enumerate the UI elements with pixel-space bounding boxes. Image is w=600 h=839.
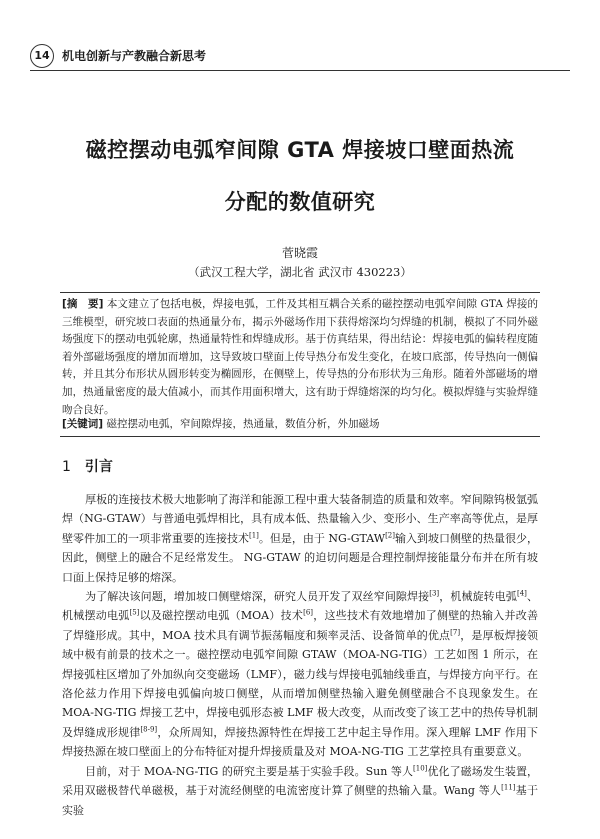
citation-ref: [1] [249, 531, 259, 540]
body-paragraph [62, 587, 538, 762]
paragraph-text: 以及磁控摆动电弧（MOA）技术 [139, 609, 304, 623]
page-number: 14 [30, 44, 54, 68]
citation-ref: [7] [450, 628, 461, 637]
citation-ref: [5] [129, 608, 140, 617]
paragraph-text: 优化了磁场发生装置，采用双磁极替代单磁极，基于对流经侧壁的电流密度计算了侧壁的热输入量。Wang 等人 [62, 764, 539, 798]
paragraph-text: 为了解决该问题，增加坡口侧壁熔深，研究人员开发了双丝窄间隙焊接 [85, 590, 430, 604]
citation-ref: [2] [385, 531, 395, 540]
paragraph-text: 输入到坡口侧壁的热量很少，因此，侧壁上的融合不足经常发生。 NG-GTAW 的迫切问题是合理控制焊接能量分布并在所有坡口面上保持足够的熔深。 [62, 531, 538, 584]
citation-ref: [8-9] [140, 725, 158, 734]
section-heading [62, 456, 113, 476]
header-rule [30, 70, 570, 71]
abstract-top-rule [60, 292, 540, 293]
keywords [62, 416, 538, 433]
section-title: 引言 [84, 459, 113, 475]
abstract-text: 本文建立了包括电极，焊接电弧，工件及其相互耦合关系的磁控摆动电弧窄间隙 GTA 焊接的三维模型，研究坡口表面的热通量分布，揭示外磁场作用下获得熔深均匀焊缝的机制，模拟了不同外磁场强度下的摆动电弧轮廓，热通量特性和焊缝成形。基于仿真结果，得出结论：焊接电弧的偏转程度随着外部磁场强度的增加而增加，这导致坡口壁面上传导热分布发生变化，在坡口底部，传导热向一侧偏转，并且其分布形状从圆形转变为椭圆形，在侧壁上，传导热的分布形状为三角形。随着外部磁场的增加，热通量密度的最大值减小，而其作用面积增大，这有助于焊缝熔深的均匀化。模拟焊缝与实验焊缝吻合良好。 [62, 298, 538, 416]
paragraph-text: 。但是，由于 NG-GTAW [258, 531, 386, 545]
paragraph-text: ，是厚板焊接领域中极有前景的技术之一。磁控摆动电弧窄间隙 GTAW（MOA-NG-TIG）工艺如图 1 所示，在焊接弧柱区增加了外加纵向交变磁场（LMF），磁力线与焊接电弧轴线垂直，与焊接方向平行。在洛伦兹力作用下焊接电弧偏向坡口侧壁，从而增加侧壁热输入避免侧壁融合不良现象发生。在 MOA-NG-TIG 焊接工艺中，焊接电弧形态被 LMF 极大改变，从而改变了该工艺中的热传导机制及焊缝成形规律 [62, 628, 538, 739]
journal-title: 机电创新与产教融合新思考 [62, 49, 207, 63]
keywords-text: 磁控摆动电弧，窄间隙焊接，热通量，数值分析，外加磁场 [106, 418, 380, 430]
paragraph-text: 基于实验 [62, 784, 538, 817]
citation-ref: [4] [516, 589, 527, 598]
body-text [62, 490, 538, 820]
paragraph-text: 、机械摆动电弧 [62, 590, 539, 623]
body-paragraph [62, 490, 538, 587]
affiliation: （武汉工程大学，湖北省 武汉市 430223） [188, 265, 412, 279]
keywords-label: [关键词] [62, 418, 104, 430]
paragraph-text: 目前，对于 MOA-NG-TIG 的研究主要是基于实验手段。Sun 等人 [85, 764, 414, 778]
paragraph-text: ，这些技术有效地增加了侧壁的热输入并改善了焊缝形成。其中，MOA 技术具有调节振荡幅度和频率灵活、设备简单的优点 [62, 609, 539, 642]
running-header [30, 44, 570, 68]
paper-title-line2: 分配的数值研究 [224, 190, 376, 214]
citation-ref: [3] [429, 589, 440, 598]
abstract-bottom-rule [60, 436, 540, 437]
abstract-label: [摘 要] [62, 298, 104, 310]
author: 菅晓霞 [281, 246, 318, 260]
citation-ref: [11] [501, 783, 516, 792]
paragraph-text: ，众所周知，焊接热源特性在焊接工艺中起主导作用。深入理解 LMF 作用下焊接热源在坡口壁面上的分布特征对提升焊接质量及对 MOA-NG-TIG 工艺掌控具有重要意义。 [62, 725, 538, 759]
paper-title-line1: 磁控摆动电弧窄间隙 GTA 焊接坡口壁面热流 [85, 138, 515, 162]
citation-ref: [10] [413, 764, 428, 773]
abstract [62, 296, 538, 419]
section-number: 1 [62, 459, 71, 475]
paragraph-text: 厚板的连接技术极大地影响了海洋和能源工程中重大装备制造的质量和效率。窄间隙钨极氩弧焊（NG-GTAW）与普通电弧焊相比，具有成本低、热量输入少、变形小、生产率高等优点，是厚壁零件加工的一项非常重要的连接技术 [62, 493, 538, 545]
body-paragraph [62, 762, 538, 820]
citation-ref: [6] [303, 608, 314, 617]
paragraph-text: ，机械旋转电弧 [439, 590, 517, 604]
